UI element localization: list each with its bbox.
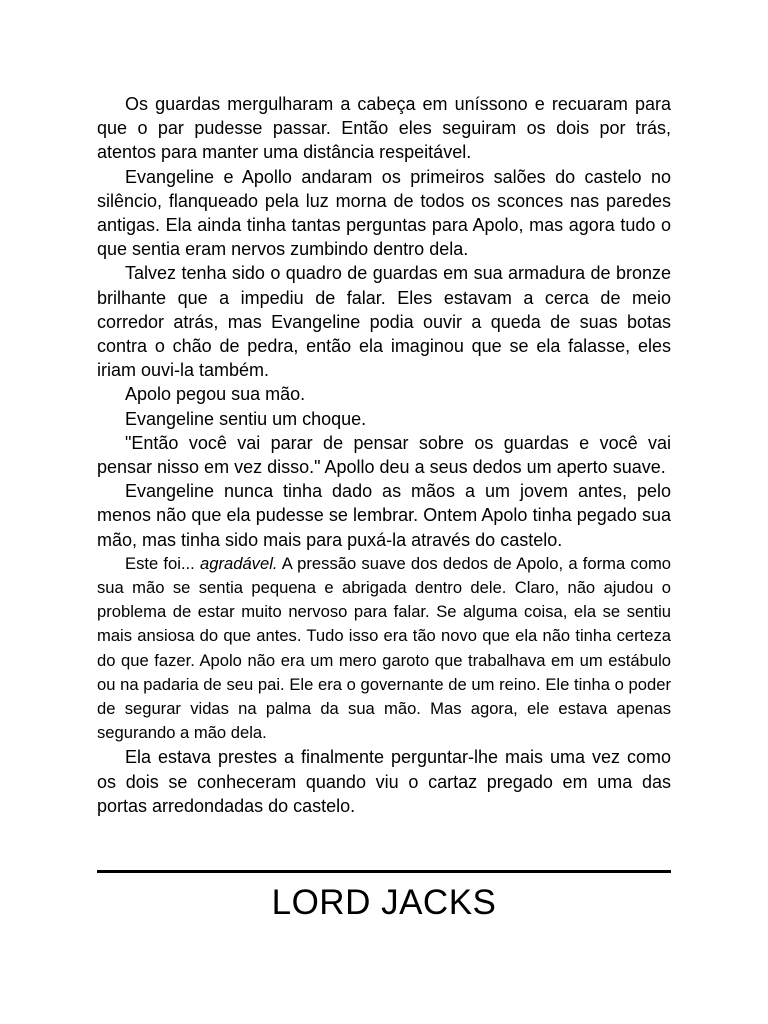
paragraph-2: Evangeline e Apollo andaram os primeiros salões do castelo no silêncio, flanqueado pela luz morna de todos os sconces nas paredes antigas. Ela ainda tinha tantas perguntas para Apolo, mas agora tudo o que sentia eram nervos zumbindo dentro dela. (97, 166, 671, 260)
paragraph-8 (97, 552, 671, 746)
paragraph-6: "Então você vai parar de pensar sobre os guardas e você vai pensar nisso em vez disso." Apollo deu a seus dedos um aperto suave. (97, 432, 671, 478)
paragraph-8-rest: A pressão suave dos dedos de Apolo, a forma como sua mão se sentia pequena e abrigada dentro dele. Claro, não ajudou o problema de estar muito nervoso para falar. Se alguma coisa, ela se sentiu mais ansiosa do que antes. Tudo isso era tão novo que ela não tinha certeza do que fazer. Apolo não era um mero garoto que trabalhava em um estábulo ou na padaria de seu pai. Ele era o governante de um reino. Ele tinha o poder de segurar vidas na palma da sua mão. Mas agora, ele estava apenas segurando a mão dela. (97, 553, 671, 743)
paragraph-5: Evangeline sentiu um choque. (125, 408, 367, 429)
paragraph-4: Apolo pegou sua mão. (125, 384, 306, 405)
paragraph-9: Ela estava prestes a finalmente perguntar-lhe mais uma vez como os dois se conheceram quando viu o cartaz pregado em uma das portas arredondadas do castelo. (97, 747, 671, 816)
paragraph-3: Talvez tenha sido o quadro de guardas em sua armadura de bronze brilhante que a impediu de falar. Eles estavam a cerca de meio corredor atrás, mas Evangeline podia ouvir a queda de suas botas contra o chão de pedra, então ela imaginou que se ela falasse, eles iriam ouvi-la também. (97, 263, 671, 381)
body-text (97, 92, 671, 818)
paragraph-8-lead: Este foi... (125, 553, 200, 573)
paragraph-7: Evangeline nunca tinha dado as mãos a um jovem antes, pelo menos não que ela pudesse se lembrar. Ontem Apolo tinha pegado sua mão, mas tinha sido mais para puxá-la através do castelo. (97, 481, 671, 550)
paragraph-1: Os guardas mergulharam a cabeça em uníssono e recuaram para que o par pudesse passar. Então eles seguiram os dois por trás, atentos para manter uma distância respeitável. (97, 94, 671, 163)
footer-title: LORD JACKS (271, 883, 497, 922)
footer-divider (97, 870, 671, 873)
paragraph-8-italic: agradável. (200, 553, 278, 573)
